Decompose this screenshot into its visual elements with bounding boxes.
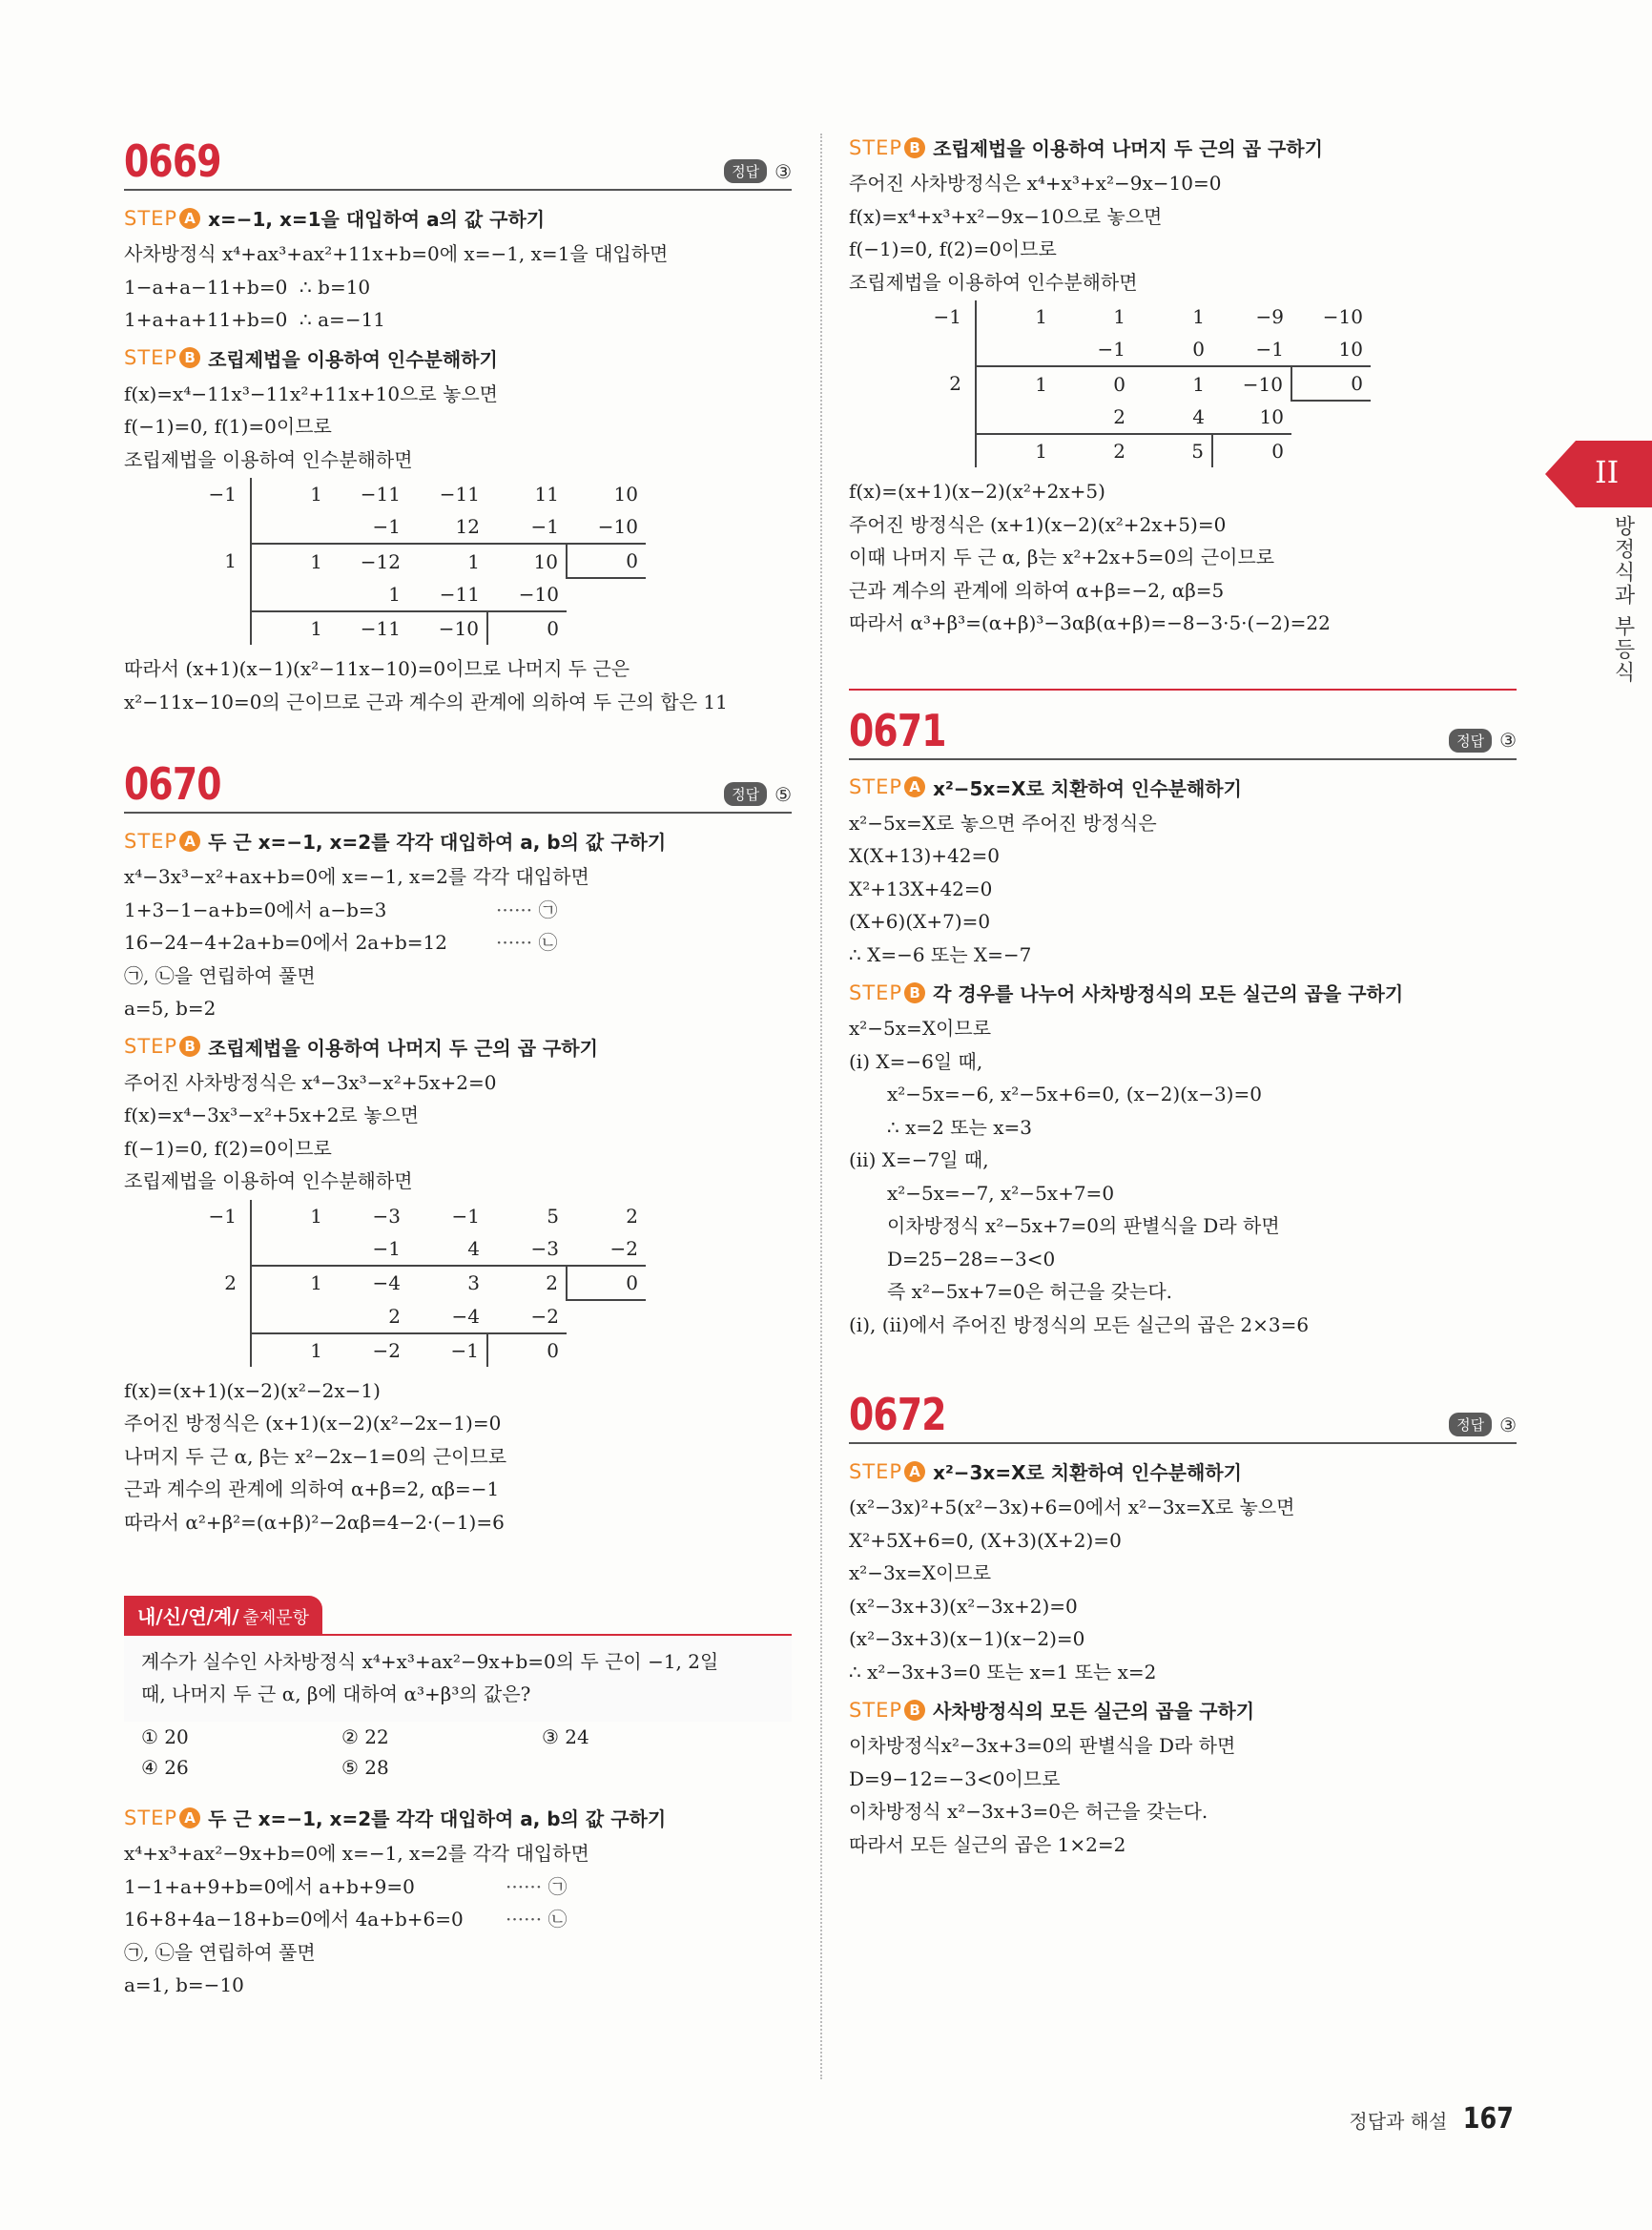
step-b-heading [849,1696,1517,1724]
step-label: STEP [849,981,903,1004]
cell [251,1232,330,1266]
solution-line: f(−1)=0, f(2)=0이므로 [124,1136,332,1160]
cell: 3 [408,1266,487,1300]
solution-line [124,1903,792,1936]
naesin-question [124,1636,792,1722]
cell: 1 [251,1266,330,1300]
solution-line: f(x)=(x+1)(x−2)(x²−2x−1) [124,1378,381,1402]
solution-line: ∴ X=−6 또는 X=−7 [849,942,1032,966]
cell: 2 [626,1204,638,1228]
equation-mark: ······ ㉠ [506,1874,568,1898]
cell: 12 [455,515,480,538]
cell: −10 [1322,305,1363,328]
step-b-heading [124,344,792,372]
problem-header-0670 [124,756,792,814]
cell: 2 [388,1304,401,1328]
cell: −3 [372,1204,401,1228]
solution-line: (ⅰ), (ⅱ)에서 주어진 방정식의 모든 실근의 곱은 2×3=6 [849,1312,1310,1336]
solution-line: x²−11x−10=0의 근이므로 근과 계수의 관계에 의하여 두 근의 합은 11 [124,690,728,713]
cell: 10 [487,544,567,578]
chapter-tab [1576,441,1652,507]
step-label: STEP [849,1459,903,1483]
cell [976,333,1055,366]
cell: 1 [408,544,487,578]
solution-line: 주어진 사차방정식은 x⁴+x³+x²−9x−10=0 [849,172,1222,195]
divisor: −1 [208,483,237,506]
equation-text: 16+8+4a−18+b=0에서 4a+b+6=0 [124,1908,464,1931]
solution-line [124,894,792,927]
solution-line [124,1870,792,1904]
synthetic-division-table [191,1200,646,1367]
cell: 11 [534,483,559,506]
solution-line: X²+13X+42=0 [849,877,993,900]
step-title: 조립제법을 이용하여 나머지 두 근의 곱 구하기 [933,137,1323,160]
divisor: 1 [224,549,237,572]
step-letter: A [904,776,925,797]
equation-text: 1−1+a+9+b=0에서 a+b+9=0 [124,1874,415,1898]
equation-mark: ······ ㉡ [496,931,558,954]
step-title: 조립제법을 이용하여 인수분해하기 [208,347,498,371]
cell: 1 [251,1200,330,1232]
step-b-heading [849,979,1517,1006]
step-label: STEP [849,135,903,159]
cell: 2 [487,1266,567,1300]
footer-label: 정답과 해설 [1349,2110,1448,2133]
section-rule [849,689,1517,691]
solution-line: 나머지 두 근 α, β는 x²−2x−1=0의 근이므로 [124,1444,507,1468]
answer-choices [124,1722,792,1783]
cell: −9 [1255,305,1284,328]
cell: −1 [451,1204,480,1228]
step-title: 사차방정식의 모든 실근의 곱을 구하기 [933,1700,1255,1723]
solution-line: 주어진 방정식은 (x+1)(x−2)(x²−2x−1)=0 [124,1412,502,1435]
answer-indicator [1449,729,1517,753]
divisor: −1 [208,1204,237,1228]
step-a-heading [849,774,1517,801]
solution-line: 이때 나머지 두 근 α, β는 x²+2x+5=0의 근이므로 [849,546,1275,568]
equation-mark: ······ ㉡ [506,1908,568,1931]
solution-line: 조립제법을 이용하여 인수분해하면 [124,447,413,471]
page-number: 167 [1463,2102,1515,2136]
step-a-heading [849,1457,1517,1485]
solution-line: ∴ x=2 또는 x=3 [887,1115,1032,1139]
step-label: STEP [124,1806,178,1829]
solution-line: ㉠, ㉡을 연립하여 풀면 [124,1940,316,1964]
remainder-cell: 0 [487,1333,567,1367]
synthetic-division-table [191,478,646,645]
step-letter: A [179,208,200,229]
choice: ② 22 [341,1725,389,1748]
solution-line: a=5, b=2 [124,997,217,1020]
problem-header-0672 [849,1387,1517,1444]
solution-line: 근과 계수의 관계에 의하여 α+β=2, αβ=−1 [124,1477,500,1500]
divisor: 2 [949,372,961,395]
solution-line: 따라서 α²+β²=(α+β)²−2αβ=4−2·(−1)=6 [124,1510,505,1534]
naesin-badge [124,1596,322,1635]
solution-line: (x²−3x)²+5(x²−3x)+6=0에서 x²−3x=X로 놓으면 [849,1496,1295,1518]
solution-line: 이차방정식 x²−3x+3=0은 허근을 갖는다. [849,1800,1208,1823]
solution-line: x²−5x=X로 놓으면 주어진 방정식은 [849,811,1157,835]
cell: 1 [1133,366,1212,401]
answer-badge: 정답 [1449,729,1492,753]
problem-header-0671 [849,703,1517,760]
solution-line: 주어진 방정식은 (x+1)(x−2)(x²+2x+5)=0 [849,512,1227,536]
cell: 0 [1192,338,1205,361]
answer-indicator [1449,1413,1517,1436]
solution-line: 따라서 α³+β³=(α+β)³−3αβ(α+β)=−8−3·5·(−2)=22 [849,611,1331,634]
cell: 1 [976,434,1055,467]
solution-line: f(x)=x⁴−11x³−11x²+11x+10으로 놓으면 [124,382,499,405]
step-label: STEP [124,829,178,853]
question-line: 때, 나머지 두 근 α, β에 대하여 α³+β³의 값은? [141,1683,531,1705]
solution-line: 따라서 모든 실근의 곱은 1×2=2 [849,1832,1126,1856]
cell: −1 [530,515,559,538]
cell [251,578,330,611]
solution-line: 이차방정식 x²−5x+7=0의 판별식을 D라 하면 [887,1214,1280,1237]
cell: −11 [439,483,480,506]
step-title: x=−1, x=1을 대입하여 a의 값 구하기 [208,208,546,231]
remainder-cell: 0 [567,1266,646,1300]
answer-value: ③ [774,159,792,183]
cell: 10 [1259,405,1284,428]
step-title: x²−5x=X로 치환하여 인수분해하기 [933,776,1242,800]
step-letter: B [179,347,200,368]
answer-value: ③ [1499,729,1517,752]
cell: −11 [360,483,401,506]
step-b-heading [124,1033,792,1061]
cell: −11 [439,583,480,606]
cell: 5 [547,1204,559,1228]
chapter-title: 방정식과 부등식 [1611,515,1635,684]
cell: −2 [530,1304,559,1328]
step-letter: B [904,982,925,1003]
answer-indicator [724,159,792,183]
solution-line: f(−1)=0, f(2)=0이므로 [849,237,1057,260]
solution-line: f(x)=x⁴+x³+x²−9x−10으로 놓으면 [849,204,1163,228]
solution-line: (x²−3x+3)(x²−3x+2)=0 [849,1594,1078,1618]
answer-badge: 정답 [1449,1413,1492,1436]
divisor: −1 [933,305,961,328]
step-letter: A [179,1807,200,1828]
step-title: x²−3x=X로 치환하여 인수분해하기 [933,1461,1242,1484]
step-a-heading [124,204,792,232]
problem-number: 0672 [849,1389,946,1440]
step-letter: B [179,1036,200,1057]
remainder-cell: 0 [1212,434,1291,467]
cell: −3 [530,1236,559,1260]
remainder-cell: 0 [487,611,567,645]
solution-line: 1+a+a+11+b=0 ∴ a=−11 [124,308,386,331]
step-letter: B [904,1700,925,1721]
step-a-heading [124,1804,792,1831]
cell: 1 [251,611,330,645]
solution-line: 조립제법을 이용하여 인수분해하면 [124,1169,413,1192]
choice: ⑤ 28 [341,1756,389,1779]
cell: −4 [330,1266,408,1300]
solution-line: ∴ x²−3x+3=0 또는 x=1 또는 x=2 [849,1660,1157,1683]
solution-line: x²−5x=−7, x²−5x+7=0 [887,1181,1115,1205]
answer-badge: 정답 [724,782,767,806]
answer-value: ③ [1499,1413,1517,1436]
solution-line: f(−1)=0, f(1)=0이므로 [124,415,332,438]
right-column [849,130,1517,1861]
choice: ③ 24 [542,1725,589,1748]
cell: 1 [1113,305,1125,328]
problem-number: 0670 [124,758,221,810]
step-label: STEP [124,1035,178,1058]
synthetic-division-table [916,300,1371,467]
answer-indicator [724,782,792,806]
answer-value: ⑤ [774,782,792,806]
solution-line: x²−5x=−6, x²−5x+6=0, (x−2)(x−3)=0 [887,1083,1262,1105]
cell: −2 [609,1236,638,1260]
naesin-badge-text: 내/신/연/계/ [137,1605,239,1628]
solution-line: 근과 계수의 관계에 의하여 α+β=−2, αβ=5 [849,578,1225,602]
step-title: 조립제법을 이용하여 나머지 두 근의 곱 구하기 [208,1036,598,1060]
divisor: 2 [224,1270,237,1294]
solution-line: D=25−28=−3<0 [887,1247,1056,1270]
cell: −10 [408,611,487,645]
chapter-tab-notch [1545,441,1576,507]
cell: 1 [251,1333,330,1367]
cell [251,510,330,544]
solution-line: (x²−3x+3)(x−1)(x−2)=0 [849,1627,1085,1650]
solution-line: 주어진 사차방정식은 x⁴−3x³−x²+5x+2=0 [124,1070,497,1094]
left-column [124,134,792,2002]
cell: −1 [372,515,401,538]
cell: 1 [251,478,330,510]
solution-line: 1−a+a−11+b=0 ∴ b=10 [124,275,371,299]
choice: ① 20 [141,1725,189,1748]
solution-line: (X+6)(X+7)=0 [849,910,991,933]
solution-line: 따라서 (x+1)(x−1)(x²−11x−10)=0이므로 나머지 두 근은 [124,657,630,680]
problem-header-0669 [124,134,792,191]
solution-line: 조립제법을 이용하여 인수분해하면 [849,270,1138,294]
solution-line [124,926,792,960]
step-title: 두 근 x=−1, x=2를 각각 대입하여 a, b의 값 구하기 [208,1807,667,1830]
step-label: STEP [849,775,903,798]
solution-line: a=1, b=−10 [124,1973,244,1996]
equation-mark: ······ ㉠ [496,898,558,921]
cell: −10 [1212,366,1291,401]
cell [251,1300,330,1333]
cell: −1 [408,1333,487,1367]
cell: 5 [1133,434,1212,467]
solution-line: 이차방정식x²−3x+3=0의 판별식을 D라 하면 [849,1734,1236,1757]
cell: −10 [597,515,638,538]
cell: 4 [1192,405,1205,428]
page-footer [1349,2102,1518,2136]
equation-text: 16−24−4+2a+b=0에서 2a+b=12 [124,931,448,954]
solution-line: 즉 x²−5x+7=0은 허근을 갖는다. [887,1280,1173,1303]
cell: 1 [251,544,330,578]
cell: 10 [613,483,638,506]
cell: 1 [388,583,401,606]
naesin-badge-sub: 출제문항 [242,1608,310,1628]
cell: −1 [1255,338,1284,361]
step-label: STEP [849,1698,903,1722]
cell: 0 [1055,366,1133,401]
step-label: STEP [124,346,178,369]
step-letter: B [904,137,925,158]
equation-text: 1+3−1−a+b=0에서 a−b=3 [124,898,387,921]
step-b-heading [849,134,1517,161]
cell: −1 [372,1236,401,1260]
cell: 2 [1055,434,1133,467]
question-line: 계수가 실수인 사차방정식 x⁴+x³+ax²−9x+b=0의 두 근이 −1, 2일 [141,1650,719,1673]
step-a-heading [124,827,792,855]
solution-line: D=9−12=−3<0이므로 [849,1766,1061,1790]
solution-line: f(x)=x⁴−3x³−x²+5x+2로 놓으면 [124,1104,420,1126]
answer-badge: 정답 [724,159,767,183]
step-letter: A [179,831,200,852]
cell [976,401,1055,434]
cell: 1 [1192,305,1205,328]
cell: 1 [976,300,1055,333]
cell: 10 [1338,338,1363,361]
chapter-numeral: II [1595,454,1620,490]
cell: −4 [451,1304,480,1328]
solution-line: ㉠, ㉡을 연립하여 풀면 [124,963,316,987]
solution-line: f(x)=(x+1)(x−2)(x²+2x+5) [849,480,1105,503]
solution-line: (ⅰ) X=−6일 때, [849,1049,983,1073]
solution-line: X²+5X+6=0, (X+3)(X+2)=0 [849,1528,1122,1552]
column-divider [820,134,822,2079]
cell: −2 [330,1333,408,1367]
cell: 2 [1113,405,1125,428]
cell: 4 [467,1236,480,1260]
cell: 1 [976,366,1055,401]
cell: −10 [518,583,559,606]
solution-line: x²−3x=X이므로 [849,1561,992,1584]
remainder-cell: 0 [1291,366,1371,401]
solution-line: x²−5x=X이므로 [849,1017,992,1040]
step-title: 두 근 x=−1, x=2를 각각 대입하여 a, b의 값 구하기 [208,831,667,854]
remainder-cell: 0 [567,544,646,578]
solution-line: (ⅱ) X=−7일 때, [849,1148,989,1171]
choice: ④ 26 [141,1756,189,1779]
solution-line: X(X+13)+42=0 [849,844,1000,867]
naesin-header [124,1596,792,1636]
problem-number: 0671 [849,704,946,756]
problem-number: 0669 [124,135,221,187]
solution-line: x⁴+x³+ax²−9x+b=0에 x=−1, x=2를 각각 대입하면 [124,1842,589,1865]
step-label: STEP [124,206,178,230]
solution-line: 사차방정식 x⁴+ax³+ax²+11x+b=0에 x=−1, x=1을 대입하면 [124,242,669,265]
step-letter: A [904,1461,925,1482]
cell: −12 [330,544,408,578]
solution-line: x⁴−3x³−x²+ax+b=0에 x=−1, x=2를 각각 대입하면 [124,865,589,888]
step-title: 각 경우를 나누어 사차방정식의 모든 실근의 곱을 구하기 [933,982,1404,1005]
cell: −1 [1097,338,1125,361]
cell: −11 [330,611,408,645]
